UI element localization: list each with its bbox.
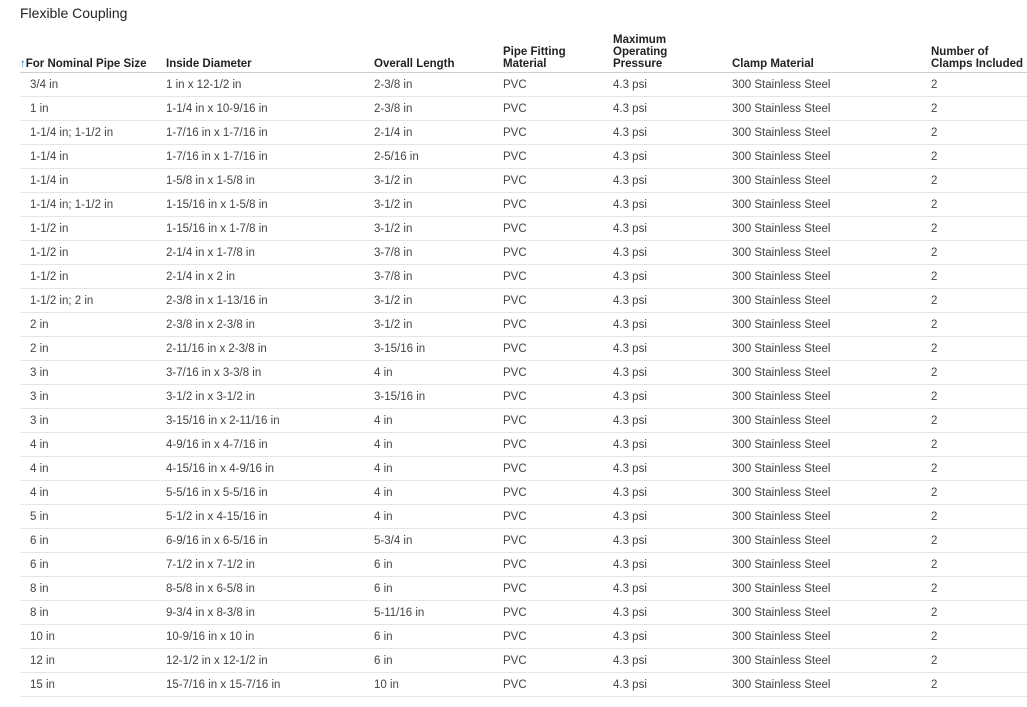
table-cell: 5-5/16 in x 5-5/16 in [166,481,374,505]
table-cell: 300 Stainless Steel [732,241,931,265]
table-cell: 5-11/16 in [374,601,503,625]
table-cell: 4.3 psi [613,145,732,169]
table-cell: 10 in [374,673,503,697]
table-header [20,30,1027,73]
table-cell: 2-1/4 in x 2 in [166,265,374,289]
table-cell: 2-1/4 in x 1-7/8 in [166,241,374,265]
table-cell: 6 in [20,553,166,577]
product-table [20,30,1027,697]
table-cell: 300 Stainless Steel [732,529,931,553]
table-cell: 6 in [374,625,503,649]
table-cell: PVC [503,625,613,649]
table-cell: 4.3 psi [613,409,732,433]
table-row[interactable] [20,601,1027,625]
column-header-label: Overall Length [374,58,455,70]
table-cell: 2 [931,505,1027,529]
table-cell: 300 Stainless Steel [732,337,931,361]
table-cell: 300 Stainless Steel [732,577,931,601]
table-cell: 300 Stainless Steel [732,673,931,697]
table-cell: 2 [931,481,1027,505]
table-row[interactable] [20,145,1027,169]
table-cell: PVC [503,241,613,265]
table-cell: 4.3 psi [613,337,732,361]
table-row[interactable] [20,121,1027,145]
column-header-inside-diameter[interactable] [166,30,374,73]
table-row[interactable] [20,529,1027,553]
table-row[interactable] [20,385,1027,409]
table-cell: 6 in [374,553,503,577]
table-cell: 300 Stainless Steel [732,97,931,121]
table-cell: 4.3 psi [613,313,732,337]
table-cell: 300 Stainless Steel [732,649,931,673]
table-cell: 5 in [20,505,166,529]
table-cell: 2 [931,529,1027,553]
table-cell: 4 in [374,457,503,481]
table-cell: 3-7/8 in [374,265,503,289]
table-cell: 1-5/8 in x 1-5/8 in [166,169,374,193]
table-cell: 4.3 psi [613,193,732,217]
table-cell: 3-1/2 in x 3-1/2 in [166,385,374,409]
table-cell: 2 [931,217,1027,241]
table-cell: 2 [931,265,1027,289]
table-cell: 8 in [20,601,166,625]
table-cell: PVC [503,337,613,361]
table-cell: PVC [503,97,613,121]
table-cell: 8-5/8 in x 6-5/8 in [166,577,374,601]
table-cell: PVC [503,433,613,457]
table-cell: 3 in [20,385,166,409]
table-cell: 300 Stainless Steel [732,145,931,169]
table-cell: 300 Stainless Steel [732,553,931,577]
table-cell: 300 Stainless Steel [732,409,931,433]
table-cell: 10-9/16 in x 10 in [166,625,374,649]
table-cell: 2 [931,193,1027,217]
table-row[interactable] [20,409,1027,433]
table-row[interactable] [20,193,1027,217]
table-cell: 7-1/2 in x 7-1/2 in [166,553,374,577]
table-cell: 4 in [20,481,166,505]
table-cell: 15 in [20,673,166,697]
table-cell: 4.3 psi [613,73,732,97]
table-cell: 1-1/2 in [20,265,166,289]
table-cell: 2 [931,577,1027,601]
table-cell: 2 [931,361,1027,385]
table-row[interactable] [20,553,1027,577]
table-cell: 4.3 psi [613,289,732,313]
table-cell: PVC [503,169,613,193]
table-cell: 1-15/16 in x 1-7/8 in [166,217,374,241]
table-cell: 4 in [20,433,166,457]
column-header-label: Clamp Material [732,58,814,70]
table-cell: 12-1/2 in x 12-1/2 in [166,649,374,673]
column-header-max-operating-pressure[interactable] [613,30,732,73]
table-cell: 1-7/16 in x 1-7/16 in [166,121,374,145]
table-cell: 4.3 psi [613,529,732,553]
table-cell: 1-1/2 in; 2 in [20,289,166,313]
table-cell: 2-11/16 in x 2-3/8 in [166,337,374,361]
table-cell: PVC [503,193,613,217]
table-cell: PVC [503,457,613,481]
table-cell: PVC [503,289,613,313]
table-cell: 3-7/16 in x 3-3/8 in [166,361,374,385]
table-row[interactable] [20,673,1027,697]
table-cell: 4.3 psi [613,601,732,625]
table-cell: 4.3 psi [613,505,732,529]
table-cell: 15-7/16 in x 15-7/16 in [166,673,374,697]
table-cell: PVC [503,649,613,673]
table-row[interactable] [20,361,1027,385]
column-header-pipe-fitting-material[interactable] [503,30,613,73]
table-cell: 6 in [374,577,503,601]
table-row[interactable] [20,481,1027,505]
table-cell: 2 [931,241,1027,265]
table-cell: 3-1/2 in [374,289,503,313]
table-cell: 2 [931,625,1027,649]
table-row[interactable] [20,217,1027,241]
table-cell: 2 [931,289,1027,313]
table-row[interactable] [20,457,1027,481]
table-cell: 4.3 psi [613,121,732,145]
table-cell: PVC [503,529,613,553]
table-cell: PVC [503,673,613,697]
table-cell: 3 in [20,361,166,385]
table-cell: 4.3 psi [613,97,732,121]
column-header-nominal-pipe-size[interactable] [20,30,166,73]
table-cell: 2 [931,337,1027,361]
table-cell: 1-1/4 in x 10-9/16 in [166,97,374,121]
table-cell: 4.3 psi [613,457,732,481]
table-cell: 2 [931,649,1027,673]
table-row[interactable] [20,337,1027,361]
column-header-label: Maximum Operating Pressure [613,34,668,70]
table-row[interactable] [20,289,1027,313]
table-cell: 300 Stainless Steel [732,481,931,505]
table-cell: 300 Stainless Steel [732,169,931,193]
table-cell: 4.3 psi [613,481,732,505]
table-cell: 3-1/2 in [374,193,503,217]
column-header-label: Pipe Fitting Material [503,46,566,70]
table-cell: 3-7/8 in [374,241,503,265]
table-cell: 3-1/2 in [374,169,503,193]
table-row[interactable] [20,313,1027,337]
table-cell: 300 Stainless Steel [732,313,931,337]
table-cell: PVC [503,217,613,241]
table-cell: 2 [931,73,1027,97]
table-cell: 4 in [374,433,503,457]
table-cell: 10 in [20,625,166,649]
table-cell: 4.3 psi [613,241,732,265]
table-cell: 4-15/16 in x 4-9/16 in [166,457,374,481]
table-cell: PVC [503,361,613,385]
table-cell: PVC [503,265,613,289]
table-cell: 1-1/2 in [20,217,166,241]
table-cell: 2 [931,601,1027,625]
table-cell: 300 Stainless Steel [732,601,931,625]
table-cell: 300 Stainless Steel [732,289,931,313]
table-cell: 300 Stainless Steel [732,625,931,649]
table-row[interactable] [20,265,1027,289]
table-cell: 8 in [20,577,166,601]
table-cell: 2 [931,97,1027,121]
arrow-up-icon: ↑ [20,58,26,70]
table-cell: 4.3 psi [613,361,732,385]
table-cell: 2-3/8 in x 1-13/16 in [166,289,374,313]
table-cell: 1-1/4 in; 1-1/2 in [20,193,166,217]
column-header-label: Inside Diameter [166,58,252,70]
table-cell: 300 Stainless Steel [732,361,931,385]
table-cell: 1-7/16 in x 1-7/16 in [166,145,374,169]
table-cell: 3-1/2 in [374,313,503,337]
table-cell: PVC [503,313,613,337]
table-cell: 4.3 psi [613,169,732,193]
page-title: Flexible Coupling [20,5,128,21]
column-header-label: For Nominal Pipe Size [25,58,147,70]
table-cell: 1 in [20,97,166,121]
table-cell: 2 [931,409,1027,433]
table-cell: 300 Stainless Steel [732,385,931,409]
table-row[interactable] [20,73,1027,97]
table-cell: 1 in x 12-1/2 in [166,73,374,97]
table-cell: 2-3/8 in [374,97,503,121]
table-cell: PVC [503,553,613,577]
table-cell: 4.3 psi [613,433,732,457]
table-cell: 300 Stainless Steel [732,193,931,217]
table-cell: PVC [503,145,613,169]
table-cell: 4.3 psi [613,673,732,697]
table-cell: 4 in [374,481,503,505]
table-cell: 6 in [20,529,166,553]
table-cell: 4 in [374,361,503,385]
table-cell: 2-1/4 in [374,121,503,145]
table-cell: 2-3/8 in [374,73,503,97]
table-cell: 1-15/16 in x 1-5/8 in [166,193,374,217]
column-header-label: Number of Clamps Included [931,46,1024,70]
table-cell: PVC [503,121,613,145]
column-header-clamps-included[interactable] [931,30,1027,73]
table-cell: PVC [503,385,613,409]
table-cell: 2 [931,673,1027,697]
table-cell: 9-3/4 in x 8-3/8 in [166,601,374,625]
table-cell: 4-9/16 in x 4-7/16 in [166,433,374,457]
table-cell: 6 in [374,649,503,673]
table-cell: PVC [503,601,613,625]
table-cell: 2 [931,169,1027,193]
table-row[interactable] [20,505,1027,529]
table-cell: 3-15/16 in [374,385,503,409]
table-row[interactable] [20,433,1027,457]
table-cell: 1-1/2 in [20,241,166,265]
table-cell: 6-9/16 in x 6-5/16 in [166,529,374,553]
table-row[interactable] [20,577,1027,601]
table-cell: 4.3 psi [613,553,732,577]
column-header-overall-length[interactable] [374,30,503,73]
table-cell: 300 Stainless Steel [732,73,931,97]
table-cell: PVC [503,577,613,601]
table-row[interactable] [20,169,1027,193]
table-cell: 2 in [20,313,166,337]
table-cell: PVC [503,409,613,433]
table-cell: 300 Stainless Steel [732,217,931,241]
table-cell: 2 [931,313,1027,337]
table-cell: 4.3 psi [613,649,732,673]
table-body [20,73,1027,697]
table-cell: 1-1/4 in [20,145,166,169]
table-cell: 3-15/16 in x 2-11/16 in [166,409,374,433]
table-cell: 1-1/4 in; 1-1/2 in [20,121,166,145]
table-cell: 2 [931,457,1027,481]
table-cell: PVC [503,481,613,505]
table-cell: 3-1/2 in [374,217,503,241]
table-cell: 2-3/8 in x 2-3/8 in [166,313,374,337]
table-cell: 300 Stainless Steel [732,433,931,457]
table-cell: 4 in [374,409,503,433]
table-cell: 3/4 in [20,73,166,97]
table-cell: 12 in [20,649,166,673]
table-cell: 2 [931,145,1027,169]
table-cell: PVC [503,73,613,97]
table-cell: 2 [931,121,1027,145]
table-cell: 2 [931,433,1027,457]
table-cell: 4.3 psi [613,265,732,289]
table-cell: 4.3 psi [613,577,732,601]
table-cell: 300 Stainless Steel [732,121,931,145]
table-cell: 5-3/4 in [374,529,503,553]
table-cell: 3-15/16 in [374,337,503,361]
table-cell: 300 Stainless Steel [732,265,931,289]
column-header-clamp-material[interactable] [732,30,931,73]
table-cell: 300 Stainless Steel [732,505,931,529]
table-cell: 4.3 psi [613,217,732,241]
table-cell: 2 in [20,337,166,361]
table-cell: 4 in [20,457,166,481]
table-cell: 5-1/2 in x 4-15/16 in [166,505,374,529]
table-cell: 1-1/4 in [20,169,166,193]
table-row[interactable] [20,241,1027,265]
table-row[interactable] [20,649,1027,673]
table-cell: PVC [503,505,613,529]
table-cell: 2 [931,385,1027,409]
table-cell: 2 [931,553,1027,577]
table-row[interactable] [20,625,1027,649]
table-cell: 4 in [374,505,503,529]
table-cell: 4.3 psi [613,385,732,409]
table-cell: 4.3 psi [613,625,732,649]
table-cell: 2-5/16 in [374,145,503,169]
header-row [20,30,1027,73]
table-row[interactable] [20,97,1027,121]
table-cell: 300 Stainless Steel [732,457,931,481]
table-cell: 3 in [20,409,166,433]
